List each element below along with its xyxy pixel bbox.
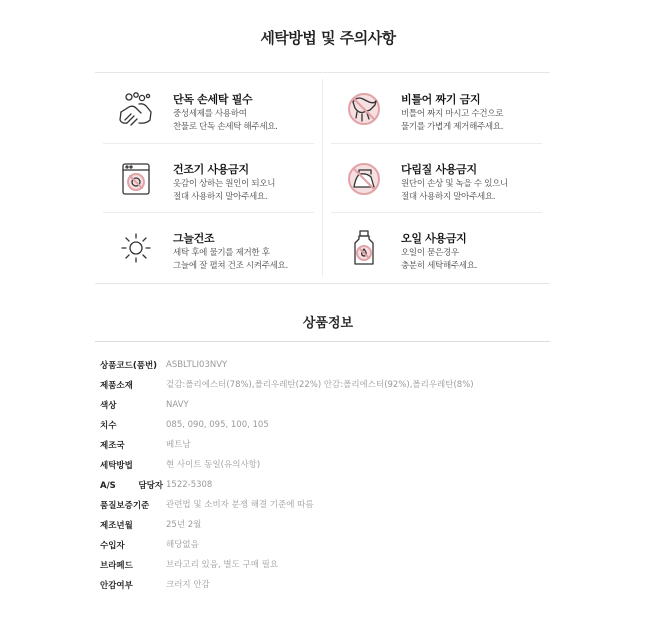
info-value: 1522-5308: [166, 480, 213, 490]
product-info-title: 상품정보: [302, 316, 354, 331]
no-wring-icon: [345, 90, 383, 128]
product-info-table: [100, 359, 520, 599]
info-label: 안감여부: [100, 581, 133, 591]
care-item-name: 건조기 사용금지: [173, 163, 249, 176]
info-label: 제품소재: [100, 381, 133, 391]
info-row: [100, 579, 520, 593]
info-label: 세탁방법: [100, 461, 133, 471]
care-item-desc: 중성세제를 사용하여 찬물로 단독 손세탁 해주세요.: [173, 109, 278, 132]
info-value: 브라고리 있음, 별도 구매 필요: [166, 560, 279, 570]
info-row: [100, 559, 520, 573]
care-title: 세탁방법 및 주의사항: [260, 29, 396, 47]
care-item-desc: 비틀어 짜지 마시고 수건으로 물기를 가볍게 제거해주세요.: [401, 109, 504, 132]
info-value: 현 사이트 동일(유의사항): [166, 460, 261, 470]
info-label: 수입자: [100, 541, 125, 551]
care-item-name: 오일 사용금지: [401, 232, 467, 245]
info-row: [100, 439, 520, 453]
info-value: ASBLTLI03NVY: [166, 360, 228, 370]
care-item-hand-wash: [95, 76, 320, 144]
info-label: A/S 담당자: [100, 481, 163, 491]
info-value: 겉감:폴리에스터(78%),폴리우레탄(22%) 안감:폴리에스터(92%),폴리우레탄(8%): [166, 380, 474, 390]
shade-dry-icon: [117, 229, 155, 267]
info-row: [100, 359, 520, 373]
info-row: [100, 479, 520, 493]
info-label: 치수: [100, 421, 117, 431]
care-item-name: 다림질 사용금지: [401, 163, 477, 176]
no-iron-icon: [345, 160, 383, 198]
info-label: 품질보증기준: [100, 501, 150, 511]
info-label: 상품코드(품번): [100, 361, 158, 371]
info-value: NAVY: [166, 400, 189, 410]
care-item-name: 비틀어 짜기 금지: [401, 93, 481, 106]
info-label: 브라페드: [100, 561, 133, 571]
care-item-desc: 원단이 손상 및 녹을 수 있으니 절대 사용하지 말아주세요.: [401, 179, 508, 202]
info-row: [100, 539, 520, 553]
info-row: [100, 459, 520, 473]
info-label: 제조년월: [100, 521, 133, 531]
info-value: 해당없음: [166, 540, 199, 550]
info-value: 크러지 안감: [166, 580, 210, 590]
care-item-no-iron: [323, 146, 548, 214]
hand-wash-icon: [117, 90, 155, 128]
no-dryer-icon: [117, 160, 155, 198]
care-item-no-dryer: [95, 146, 320, 214]
info-label: 제조국: [100, 441, 125, 451]
info-row: [100, 519, 520, 533]
info-row: [100, 399, 520, 413]
divider: [95, 341, 550, 342]
care-item-shade-dry: [95, 215, 320, 283]
care-item-desc: 오일이 묻은경우 충분히 세탁해주세요.: [401, 248, 478, 271]
care-item-no-oil: [323, 215, 548, 283]
care-item-name: 그늘건조: [173, 232, 215, 245]
care-item-desc: 세탁 후에 물기를 제거한 후 그늘에 잘 펼쳐 건조 시켜주세요.: [173, 248, 288, 271]
info-row: [100, 499, 520, 513]
info-value: 베트남: [166, 440, 191, 450]
info-value: 085, 090, 095, 100, 105: [166, 420, 269, 430]
info-label: 색상: [100, 401, 117, 411]
care-instructions-box: [95, 72, 550, 284]
care-item-desc: 옷감이 상하는 원인이 되오니 절대 사용하지 말아주세요.: [173, 179, 276, 202]
info-row: [100, 419, 520, 433]
info-value: 25년 2월: [166, 520, 202, 530]
care-item-no-wring: [323, 76, 548, 144]
info-value: 관련법 및 소비자 분쟁 해결 기준에 따름: [166, 500, 314, 510]
no-oil-icon: [345, 229, 383, 267]
care-item-name: 단독 손세탁 필수: [173, 93, 253, 106]
info-row: [100, 379, 520, 393]
